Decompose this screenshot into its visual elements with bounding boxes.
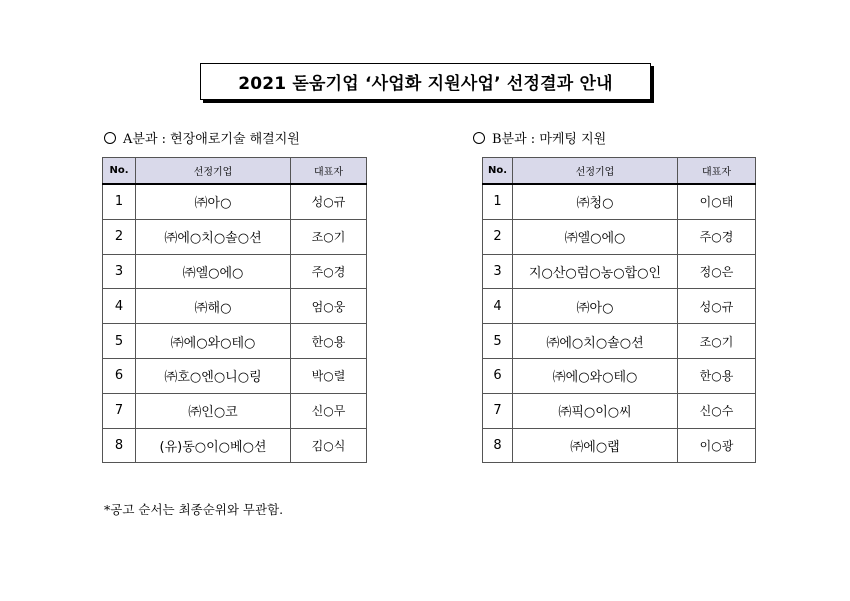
company-name: ㈜엘○에○ — [513, 219, 678, 254]
section-b-heading: B분과 : 마케팅 지원 — [492, 132, 607, 147]
representative-name: 이○광 — [678, 428, 756, 463]
company-name: ㈜아○ — [136, 184, 291, 219]
table-header-row — [103, 158, 367, 185]
circle-bullet-icon — [104, 132, 116, 144]
company-name: ㈜엘○에○ — [136, 254, 291, 289]
representative-name: 정○은 — [678, 254, 756, 289]
header-no: No. — [483, 158, 513, 185]
representative-name: 박○렬 — [291, 358, 367, 393]
table-row — [483, 254, 756, 289]
table-row — [103, 324, 367, 359]
section-b-heading-row — [473, 128, 606, 147]
company-name: ㈜해○ — [136, 289, 291, 324]
header-rep: 대표자 — [678, 158, 756, 185]
row-number: 6 — [103, 358, 136, 393]
table-row — [103, 184, 367, 219]
section-b-table — [482, 157, 756, 463]
table-row — [483, 219, 756, 254]
representative-name: 김○식 — [291, 428, 367, 463]
row-number: 5 — [103, 324, 136, 359]
company-name: ㈜청○ — [513, 184, 678, 219]
row-number: 1 — [483, 184, 513, 219]
company-name: 지○산○럼○농○합○인 — [513, 254, 678, 289]
table-row — [483, 393, 756, 428]
row-number: 5 — [483, 324, 513, 359]
representative-name: 신○수 — [678, 393, 756, 428]
representative-name: 엄○웅 — [291, 289, 367, 324]
company-name: ㈜에○치○솔○션 — [513, 324, 678, 359]
table-row — [103, 219, 367, 254]
representative-name: 성○규 — [291, 184, 367, 219]
row-number: 8 — [483, 428, 513, 463]
page-title: 2021 돋움기업 ‘사업화 지원사업’ 선정결과 안내 — [238, 74, 613, 94]
company-name: ㈜인○코 — [136, 393, 291, 428]
table-row — [483, 358, 756, 393]
footnote: *공고 순서는 최종순위와 무관함. — [104, 502, 284, 517]
table-row — [483, 184, 756, 219]
title-box — [200, 63, 651, 100]
row-number: 6 — [483, 358, 513, 393]
row-number: 8 — [103, 428, 136, 463]
company-name: ㈜에○치○솔○션 — [136, 219, 291, 254]
section-a-heading-row — [104, 128, 300, 147]
section-a-heading: A분과 : 현장애로기술 해결지원 — [123, 132, 300, 147]
row-number: 3 — [103, 254, 136, 289]
section-a-table — [102, 157, 367, 463]
representative-name: 조○기 — [678, 324, 756, 359]
row-number: 4 — [483, 289, 513, 324]
table-row — [103, 358, 367, 393]
company-name: ㈜픽○이○씨 — [513, 393, 678, 428]
company-name: ㈜에○와○테○ — [136, 324, 291, 359]
representative-name: 주○경 — [291, 254, 367, 289]
company-name: ㈜호○엔○니○링 — [136, 358, 291, 393]
row-number: 2 — [103, 219, 136, 254]
company-name: ㈜에○와○테○ — [513, 358, 678, 393]
row-number: 4 — [103, 289, 136, 324]
representative-name: 신○무 — [291, 393, 367, 428]
representative-name: 성○규 — [678, 289, 756, 324]
company-name: ㈜에○랩 — [513, 428, 678, 463]
representative-name: 이○태 — [678, 184, 756, 219]
table-row — [483, 324, 756, 359]
header-rep: 대표자 — [291, 158, 367, 185]
table-row — [103, 289, 367, 324]
row-number: 1 — [103, 184, 136, 219]
row-number: 7 — [103, 393, 136, 428]
representative-name: 한○용 — [291, 324, 367, 359]
representative-name: 한○용 — [678, 358, 756, 393]
representative-name: 주○경 — [678, 219, 756, 254]
table-header-row — [483, 158, 756, 185]
header-company: 선정기업 — [136, 158, 291, 185]
header-company: 선정기업 — [513, 158, 678, 185]
representative-name: 조○기 — [291, 219, 367, 254]
row-number: 3 — [483, 254, 513, 289]
table-row — [103, 428, 367, 463]
circle-bullet-icon — [473, 132, 485, 144]
row-number: 7 — [483, 393, 513, 428]
table-row — [103, 393, 367, 428]
row-number: 2 — [483, 219, 513, 254]
table-row — [483, 289, 756, 324]
header-no: No. — [103, 158, 136, 185]
table-row — [103, 254, 367, 289]
company-name: ㈜아○ — [513, 289, 678, 324]
table-row — [483, 428, 756, 463]
company-name: (유)동○이○베○션 — [136, 428, 291, 463]
